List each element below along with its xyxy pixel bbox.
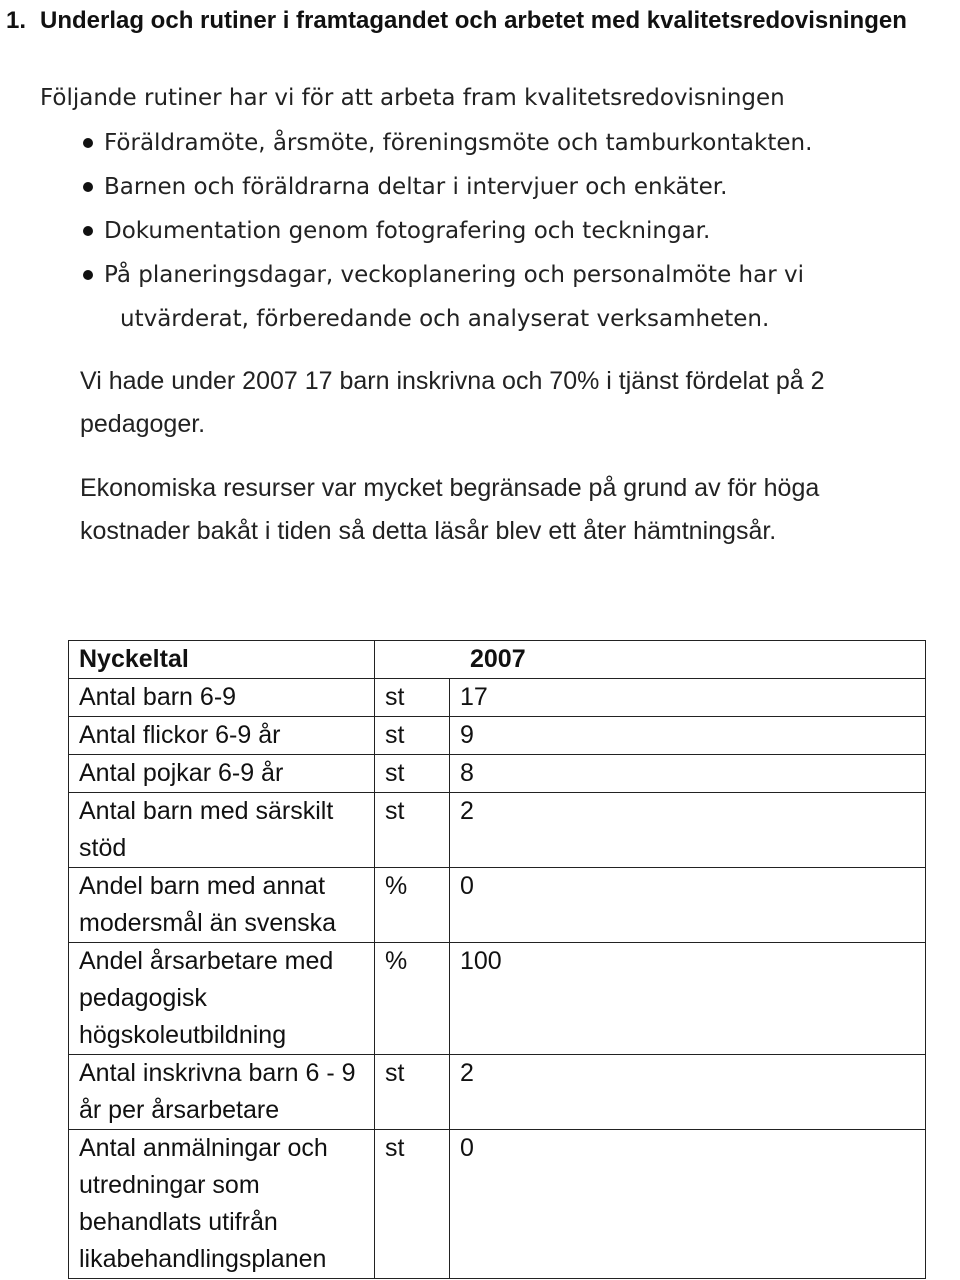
list-item-text: Dokumentation genom fotografering och teckningar. xyxy=(104,218,711,244)
key-figures-table xyxy=(68,640,926,1279)
table-row xyxy=(69,868,926,943)
row-unit: st xyxy=(375,793,450,868)
row-value: 17 xyxy=(450,679,926,717)
list-item-text: På planeringsdagar, veckoplanering och personalmöte har vi xyxy=(104,262,804,288)
table-row xyxy=(69,943,926,1055)
list-item xyxy=(0,209,900,253)
row-value: 9 xyxy=(450,717,926,755)
row-label: Antal flickor 6-9 år xyxy=(69,717,375,755)
list-item xyxy=(0,121,900,165)
table-row xyxy=(69,755,926,793)
row-value: 100 xyxy=(450,943,926,1055)
bullet-icon xyxy=(83,270,93,280)
header-year-cell: 2007 xyxy=(375,641,926,679)
section-number: 1. xyxy=(6,7,27,34)
list-item xyxy=(0,253,900,341)
row-unit: st xyxy=(375,679,450,717)
table-row xyxy=(69,793,926,868)
row-label: Antal anmälningar och utredningar som behandlats utifrån likabehandlingsplanen xyxy=(69,1130,375,1279)
row-unit: st xyxy=(375,1055,450,1130)
row-value: 2 xyxy=(450,1055,926,1130)
row-unit: st xyxy=(375,1130,450,1279)
row-unit: st xyxy=(375,717,450,755)
list-item xyxy=(0,165,900,209)
table-row xyxy=(69,1055,926,1130)
row-unit: % xyxy=(375,868,450,943)
bullet-icon xyxy=(83,182,93,192)
bullet-icon xyxy=(83,226,93,236)
list-item-text: Barnen och föräldrarna deltar i intervjuer och enkäter. xyxy=(104,174,728,200)
row-value: 0 xyxy=(450,1130,926,1279)
table-header-row xyxy=(69,641,926,679)
table-row xyxy=(69,1130,926,1279)
row-unit: st xyxy=(375,755,450,793)
row-label: Antal pojkar 6-9 år xyxy=(69,755,375,793)
row-unit: % xyxy=(375,943,450,1055)
section-title: Underlag och rutiner i framtagandet och arbetet med kvalitetsredovisningen xyxy=(40,7,907,34)
list-item-text: Föräldramöte, årsmöte, föreningsmöte och tamburkontakten. xyxy=(104,130,813,156)
economy-paragraph: Ekonomiska resurser var mycket begränsade på grund av för höga kostnader bakåt i tiden så detta läsår blev ett åter hämtningsår. xyxy=(80,474,820,545)
table-row xyxy=(69,679,926,717)
row-label: Andel årsarbetare med pedagogisk högskoleutbildning xyxy=(69,943,375,1055)
list-item-continuation: utvärderat, förberedande och analyserat verksamheten. xyxy=(120,306,770,332)
row-label: Antal inskrivna barn 6 - 9 år per årsarbetare xyxy=(69,1055,375,1130)
staffing-paragraph: Vi hade under 2007 17 barn inskrivna och 70% i tjänst fördelat på 2 pedagoger. xyxy=(80,367,825,438)
row-label: Andel barn med annat modersmål än svenska xyxy=(69,868,375,943)
row-value: 0 xyxy=(450,868,926,943)
row-label: Antal barn 6-9 xyxy=(69,679,375,717)
routine-list xyxy=(0,121,900,341)
row-value: 8 xyxy=(450,755,926,793)
bullet-icon xyxy=(83,138,93,148)
header-label-cell: Nyckeltal xyxy=(69,641,375,679)
intro-text: Följande rutiner har vi för att arbeta fram kvalitetsredovisningen xyxy=(40,85,785,111)
row-value: 2 xyxy=(450,793,926,868)
row-label: Antal barn med särskilt stöd xyxy=(69,793,375,868)
table-row xyxy=(69,717,926,755)
